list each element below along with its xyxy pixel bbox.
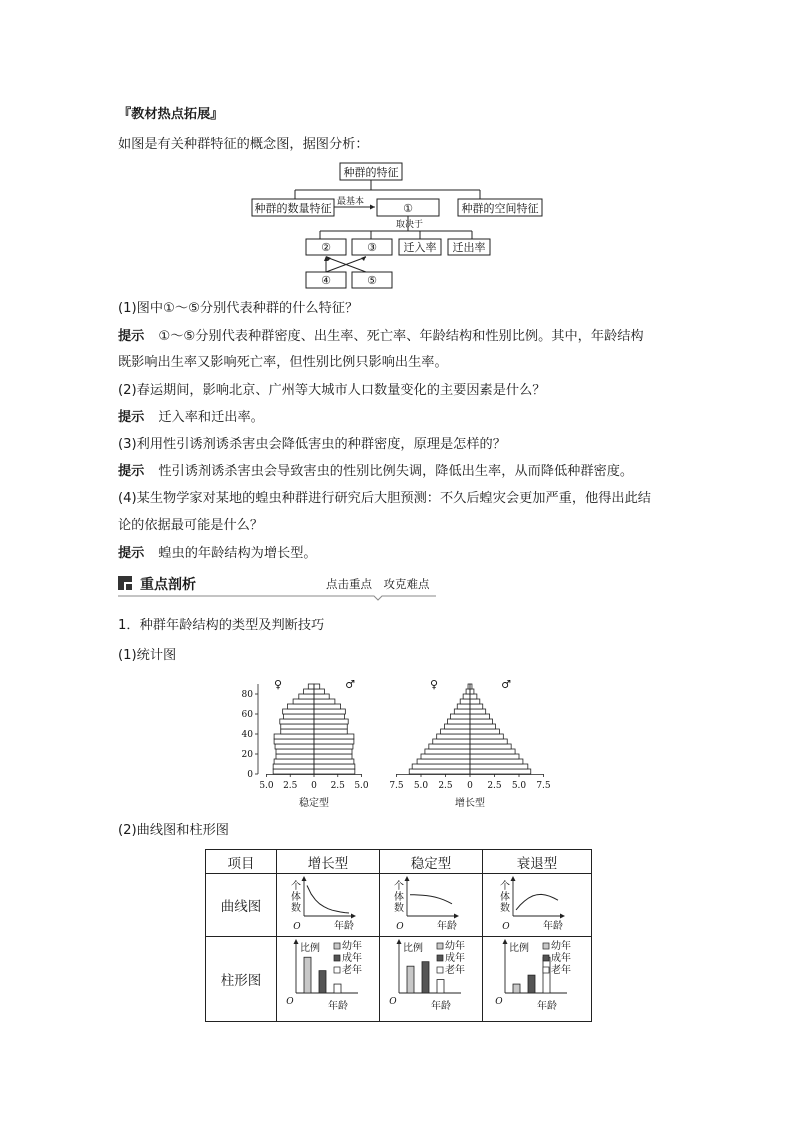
age-pyramids (238, 672, 558, 814)
bar-growth-chart-xlabel: 年龄 (328, 1001, 348, 1012)
cm-top-label: 种群的特征 (343, 166, 399, 179)
bar-decline-chart-y-arrow (503, 939, 508, 944)
growth-female-symbol: ♀ (429, 678, 439, 691)
stable-type-label: 稳定型 (299, 798, 329, 809)
key-section-title: 重点剖析 (140, 577, 196, 593)
bar-stable-chart-bar-1 (422, 962, 429, 993)
curve-decline-chart (487, 874, 587, 932)
question-3: (3)利用性引诱剂诱杀害虫会降低害虫的种群密度，原理是怎样的？ (118, 437, 506, 452)
comparison-table (205, 849, 592, 1022)
stable-bar-female-14 (293, 699, 314, 704)
bar-stable-chart-legend-label-2: 老年 (445, 965, 465, 976)
curve-stable-chart-ylabel-char-2: 数 (394, 903, 404, 914)
curve-growth-chart-x-arrow (351, 914, 356, 919)
stable-female-symbol: ♀ (273, 678, 283, 691)
stable-y-tick-label-3: 60 (241, 710, 253, 720)
growth-bar-female-8 (441, 729, 470, 734)
sub-heading-curve-bar: (2)曲线图和柱形图 (118, 823, 229, 838)
bar-growth-chart-origin: O (286, 997, 294, 1007)
bar-stable-chart-legend-swatch-0 (437, 943, 443, 949)
bar-stable-chart-xlabel: 年龄 (431, 1001, 451, 1012)
hint-label: 提示 (118, 410, 145, 425)
section-title: 『教材热点拓展』 (118, 107, 224, 122)
hint-label: 提示 (118, 329, 145, 344)
curve-stable-chart-ylabel-char-1: 体 (394, 892, 404, 903)
answer-3: 提示 性引诱剂诱杀害虫会导致害虫的性别比例失调，降低出生率，从而降低种群密度。 (118, 464, 634, 479)
bar-decline-chart-origin: O (495, 997, 503, 1007)
curve-stable-chart-series-line (410, 895, 452, 904)
curve-growth-chart-xlabel: 年龄 (334, 921, 354, 932)
curve-stable-chart-origin: O (396, 922, 404, 932)
stable-bar-female-9 (281, 724, 314, 729)
stable-x-tick-label-0: 5.0 (259, 781, 274, 791)
question-4-line-1: (4)某生物学家对某地的蝗虫种群进行研究后大胆预测：不久后蝗灾会更加严重，他得出此结 (118, 491, 651, 506)
hint-label: 提示 (118, 464, 145, 479)
cell-bar-stable (380, 937, 483, 1022)
curve-decline-chart-ylabel-char-1: 体 (500, 892, 510, 903)
bar-stable-chart-y-arrow (397, 939, 402, 944)
stable-bar-female-8 (281, 729, 314, 734)
bar-stable-chart-legend-swatch-1 (437, 955, 443, 961)
stable-bar-male-6 (314, 739, 354, 744)
bar-stable-chart-ylabel: 比例 (403, 943, 423, 954)
cell-curve-decline (483, 874, 592, 937)
growth-male-symbol: ♂ (501, 678, 511, 691)
bar-decline-chart-legend-swatch-1 (543, 955, 549, 961)
growth-bar-female-9 (445, 724, 470, 729)
stable-bar-female-3 (276, 754, 314, 759)
bar-growth-chart-bar-2 (334, 984, 341, 993)
curve-decline-chart-ylabel-char-2: 数 (500, 903, 510, 914)
growth-type-label: 增长型 (455, 798, 485, 809)
question-4-line-2: 论的依据最可能是什么？ (118, 518, 264, 533)
bar-growth-chart-legend-swatch-0 (334, 943, 340, 949)
bar-growth-chart (278, 937, 378, 1017)
cell-bar-decline (483, 937, 592, 1022)
stable-y-tick-label-1: 20 (241, 750, 253, 760)
stable-bar-female-2 (274, 759, 314, 764)
growth-bar-female-4 (425, 749, 470, 754)
stable-bar-male-1 (314, 764, 355, 769)
stable-x-tick-label-3: 2.5 (330, 781, 345, 791)
stable-bar-male-17 (314, 684, 320, 689)
cm-label-4: ④ (321, 274, 331, 287)
stable-bar-male-11 (314, 714, 344, 719)
growth-x-tick-label-0: 7.5 (389, 781, 404, 791)
bar-decline-chart-legend-label-1: 成年 (551, 953, 571, 964)
growth-bar-male-4 (470, 749, 515, 754)
stable-y-tick-label-0: 0 (247, 770, 253, 780)
curve-decline-chart-x-arrow (560, 914, 565, 919)
cm-label-in: 迁入率 (403, 241, 437, 254)
stable-bar-male-2 (314, 759, 354, 764)
stable-bar-male-13 (314, 704, 341, 709)
growth-bar-female-5 (429, 744, 470, 749)
bar-decline-chart-bar-1 (528, 975, 535, 993)
cm-label-3: ③ (367, 241, 377, 254)
growth-bar-female-0 (409, 769, 470, 774)
curve-decline-chart-y-arrow (511, 876, 516, 881)
bar-decline-chart-bar-0 (513, 984, 520, 993)
bar-growth-chart-legend-label-0: 幼年 (342, 941, 362, 952)
cell-curve-stable (380, 874, 483, 937)
growth-bar-female-14 (460, 699, 470, 704)
growth-bar-male-10 (470, 719, 493, 724)
stable-bar-male-5 (314, 744, 353, 749)
curve-growth-chart-ylabel-char-2: 数 (291, 903, 301, 914)
curve-decline-chart-origin: O (502, 922, 510, 932)
curve-stable-chart-x-arrow (454, 914, 459, 919)
bar-growth-chart-ylabel: 比例 (300, 943, 320, 954)
curve-decline-chart-xlabel: 年龄 (543, 921, 563, 932)
intro-description: 如图是有关种群特征的概念图，据图分析： (118, 137, 369, 152)
stable-bar-male-14 (314, 699, 335, 704)
row-bar-label: 柱形图 (206, 937, 277, 1022)
th-item: 项目 (206, 850, 277, 874)
curve-stable-chart (381, 874, 481, 932)
growth-bar-male-11 (470, 714, 490, 719)
answer-4: 提示 蝗虫的年龄结构为增长型。 (118, 546, 317, 561)
growth-bar-male-5 (470, 744, 511, 749)
curve-stable-chart-xlabel: 年龄 (437, 921, 457, 932)
stable-bar-female-5 (275, 744, 314, 749)
answer-1-line-1: 提示 ①～⑤分别代表种群密度、出生率、死亡率、年龄结构和性别比例。其中，年龄结构 (118, 329, 644, 344)
bar-decline-chart-legend-swatch-0 (543, 943, 549, 949)
stable-bar-male-12 (314, 709, 345, 714)
bar-growth-chart-bar-1 (319, 971, 326, 993)
stable-bar-male-0 (314, 769, 355, 774)
concept-map (240, 158, 560, 292)
growth-bar-male-8 (470, 729, 499, 734)
bar-decline-chart (487, 937, 587, 1017)
stable-bar-male-15 (314, 694, 329, 699)
answer-1-line-2: 既影响出生率又影响死亡率，但性别比例只影响出生率。 (118, 355, 448, 370)
bar-decline-chart-legend-swatch-2 (543, 967, 549, 973)
stable-y-tick-label-4: 80 (241, 690, 253, 700)
question-1: (1)图中①～⑤分别代表种群的什么特征？ (118, 301, 359, 316)
growth-x-tick-label-1: 5.0 (413, 781, 429, 791)
curve-decline-chart-series-line (516, 894, 558, 910)
bar-growth-chart-bar-0 (304, 957, 311, 993)
curve-stable-chart-ylabel-char-0: 个 (394, 881, 404, 892)
growth-bar-female-16 (466, 689, 470, 694)
stable-bar-female-12 (283, 709, 314, 714)
curve-growth-chart-y-arrow (302, 876, 307, 881)
growth-bar-female-3 (421, 754, 470, 759)
cm-edge-depends: 取决于 (396, 220, 424, 230)
stable-bar-female-10 (280, 719, 314, 724)
growth-bar-female-2 (417, 759, 470, 764)
bar-decline-chart-legend-label-0: 幼年 (551, 941, 571, 952)
bar-growth-chart-legend-label-1: 成年 (342, 953, 362, 964)
curve-growth-chart-ylabel-char-0: 个 (291, 881, 301, 892)
stable-bar-female-17 (308, 684, 314, 689)
hint-label: 提示 (118, 546, 145, 561)
th-decline: 衰退型 (483, 850, 592, 874)
growth-bar-male-15 (470, 694, 477, 699)
growth-bar-male-1 (470, 764, 528, 769)
growth-x-tick-label-3: 0 (467, 781, 473, 791)
key-section-subtitle: 点击重点 攻克难点 (326, 577, 430, 591)
growth-bar-female-6 (433, 739, 470, 744)
cm-label-out: 迁出率 (452, 241, 486, 254)
bar-stable-chart-bar-0 (407, 966, 414, 993)
question-2: (2)春运期间，影响北京、广州等大城市人口数量变化的主要因素是什么？ (118, 383, 546, 398)
bar-growth-chart-legend-swatch-2 (334, 967, 340, 973)
stable-bar-female-11 (284, 714, 314, 719)
bar-stable-chart (381, 937, 481, 1017)
stable-bar-male-9 (314, 724, 347, 729)
bar-growth-chart-y-arrow (294, 939, 299, 944)
stable-x-tick-label-4: 5.0 (354, 781, 369, 791)
growth-bar-female-15 (463, 694, 470, 699)
growth-bar-male-7 (470, 734, 503, 739)
bar-decline-chart-xlabel: 年龄 (537, 1001, 557, 1012)
stable-bar-female-0 (273, 769, 314, 774)
curve-growth-chart-origin: O (293, 922, 301, 932)
curve-decline-chart-ylabel-char-0: 个 (500, 881, 510, 892)
bar-decline-chart-bar-2 (543, 957, 550, 993)
curve-growth-chart-ylabel-char-1: 体 (291, 892, 301, 903)
growth-bar-male-12 (470, 709, 486, 714)
stable-bar-male-3 (314, 754, 352, 759)
growth-bar-male-0 (470, 769, 531, 774)
cm-label-2: ② (321, 241, 331, 254)
bar-stable-chart-origin: O (389, 997, 397, 1007)
stable-bar-female-4 (276, 749, 314, 754)
bar-stable-chart-legend-label-0: 幼年 (445, 941, 465, 952)
growth-bar-female-7 (437, 734, 470, 739)
growth-bar-male-9 (470, 724, 495, 729)
growth-x-tick-label-5: 5.0 (511, 781, 527, 791)
bar-stable-chart-legend-swatch-2 (437, 967, 443, 973)
growth-x-tick-label-2: 2.5 (438, 781, 453, 791)
section-underline (118, 593, 436, 601)
stable-bar-male-10 (314, 719, 348, 724)
stable-bar-female-1 (273, 764, 314, 769)
topic-heading: 1．种群年龄结构的类型及判断技巧 (118, 618, 325, 633)
growth-bar-female-13 (457, 704, 470, 709)
sub-heading-stat: (1)统计图 (118, 648, 177, 663)
growth-bar-male-6 (470, 739, 507, 744)
growth-x-tick-label-6: 7.5 (536, 781, 551, 791)
growth-bar-male-2 (470, 759, 523, 764)
stable-bar-female-15 (299, 694, 314, 699)
stable-bar-male-7 (314, 734, 354, 739)
curve-stable-chart-y-arrow (405, 876, 410, 881)
bar-decline-chart-legend-label-2: 老年 (551, 965, 571, 976)
bar-growth-chart-legend-swatch-1 (334, 955, 340, 961)
bar-stable-chart-legend-label-1: 成年 (445, 953, 465, 964)
stable-y-tick-label-2: 40 (241, 730, 253, 740)
growth-bar-male-13 (470, 704, 483, 709)
th-growth: 增长型 (277, 850, 380, 874)
stable-bar-female-6 (274, 739, 314, 744)
growth-x-tick-label-4: 2.5 (487, 781, 502, 791)
growth-bar-male-3 (470, 754, 519, 759)
stable-x-tick-label-2: 0 (311, 781, 317, 791)
stable-bar-male-16 (314, 689, 324, 694)
bar-decline-chart-ylabel: 比例 (509, 943, 529, 954)
stable-bar-female-16 (304, 689, 314, 694)
cell-bar-growth (277, 937, 380, 1022)
cm-left-label: 种群的数量特征 (254, 202, 332, 215)
stable-bar-male-4 (314, 749, 352, 754)
growth-bar-male-14 (470, 699, 480, 704)
cm-label-5: ⑤ (367, 274, 377, 287)
curve-growth-chart-series-line (307, 886, 349, 914)
cm-center-label: ① (403, 202, 413, 215)
cm-edge-most-basic: 最基本 (337, 197, 365, 207)
growth-bar-female-1 (412, 764, 470, 769)
growth-bar-female-12 (454, 709, 470, 714)
cm-right-label: 种群的空间特征 (461, 202, 539, 215)
growth-bar-female-11 (450, 714, 470, 719)
row-curve-label: 曲线图 (206, 874, 277, 937)
cell-curve-growth (277, 874, 380, 937)
key-section-header (118, 573, 436, 599)
growth-bar-male-16 (470, 689, 474, 694)
stable-x-tick-label-1: 2.5 (283, 781, 298, 791)
stable-bar-female-13 (287, 704, 314, 709)
stable-bar-male-8 (314, 729, 347, 734)
bar-stable-chart-bar-2 (437, 980, 444, 993)
stable-male-symbol: ♂ (345, 678, 355, 691)
curve-growth-chart (278, 874, 378, 932)
answer-2: 提示 迁入率和迁出率。 (118, 410, 264, 425)
bar-growth-chart-legend-label-2: 老年 (342, 965, 362, 976)
growth-bar-female-10 (447, 719, 470, 724)
th-stable: 稳定型 (380, 850, 483, 874)
stable-bar-female-7 (274, 734, 314, 739)
